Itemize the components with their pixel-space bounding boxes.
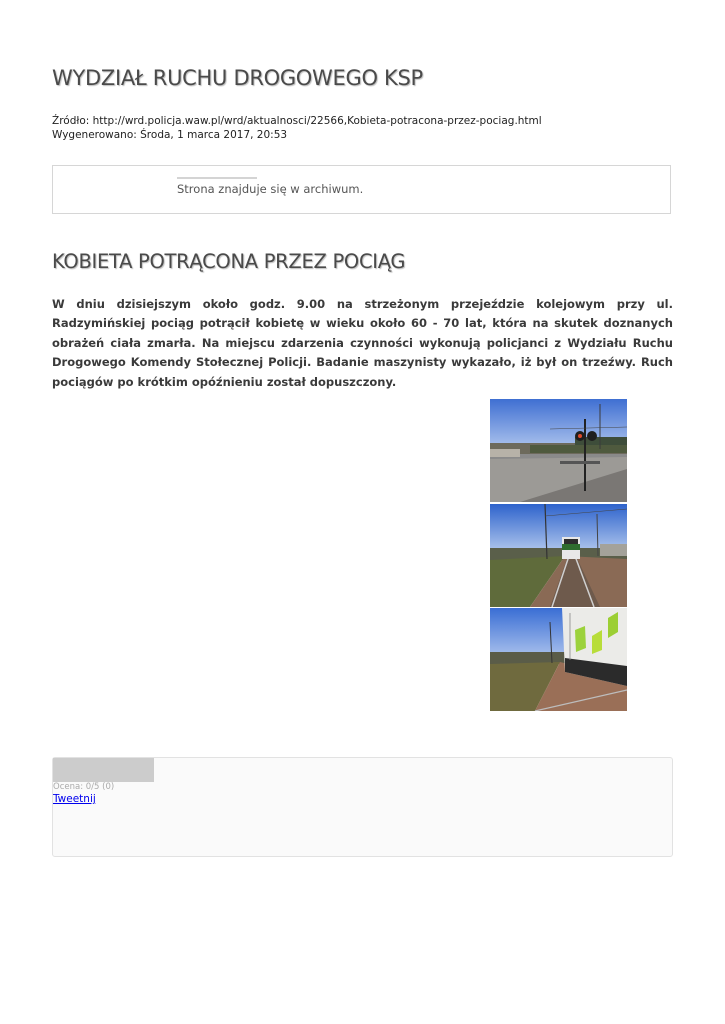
site-title: WYDZIAŁ RUCHU DROGOWEGO KSP <box>52 66 423 90</box>
gallery-photo-train-side[interactable] <box>490 608 627 711</box>
article-lead: W dniu dzisiejszym około godz. 9.00 na strzeżonym przejeździe kolejowym przy ul. Radzymińskiej pociąg potrącił kobietę w wieku około 60 - 70 lat, która na skutek doznanych obrażeń ciała zmarła. Na miejscu zdarzenia czynności wykonują policjanci z Wydziału Ruchu Drogowego Komendy Stołecznej Policji. Badanie maszynisty wykazało, iż był on trzeźwy. Ruch pociągów po krótkim opóźnieniu został dopuszczony. <box>52 297 673 389</box>
archive-message: Strona znajduje się w archiwum. <box>177 182 364 196</box>
rating-summary: Ocena: 0/5 (0) <box>53 782 115 792</box>
document-meta <box>52 114 542 142</box>
gallery-photo-train-front[interactable] <box>490 504 627 607</box>
rating-panel <box>52 757 673 857</box>
archive-notice <box>52 165 671 214</box>
rating-stars[interactable] <box>53 758 154 782</box>
gallery-photo-crossing[interactable] <box>490 399 627 502</box>
tweet-link[interactable]: Tweetnij <box>53 793 96 805</box>
article-title: KOBIETA POTRĄCONA PRZEZ POCIĄG <box>52 250 406 273</box>
archive-divider <box>177 177 257 179</box>
source-url: Źródło: http://wrd.policja.waw.pl/wrd/aktualnosci/22566,Kobieta-potracona-przez-pociag.html <box>52 115 542 127</box>
generated-date: Wygenerowano: Środa, 1 marca 2017, 20:53 <box>52 129 288 141</box>
